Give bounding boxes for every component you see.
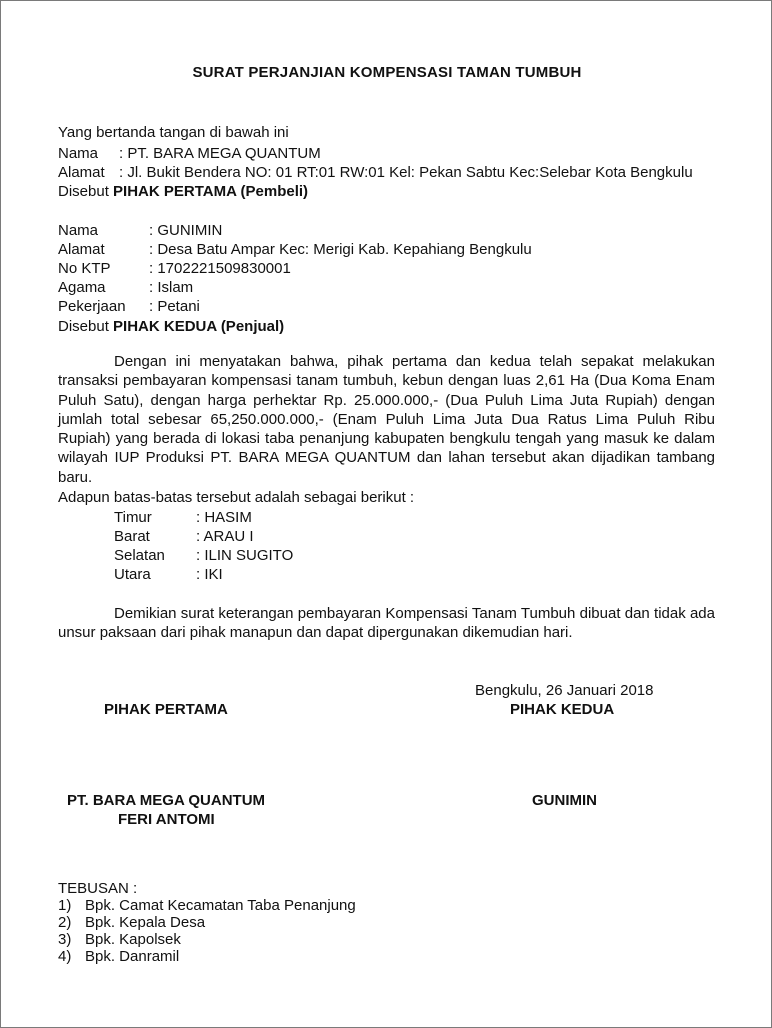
second-party-pekerjaan-label: Pekerjaan [58, 298, 126, 315]
signature-second-person: GUNIMIN [532, 792, 597, 809]
boundary-barat-value: : ARAU I [196, 528, 254, 545]
place-date: Bengkulu, 26 Januari 2018 [475, 682, 654, 699]
first-party-alamat-value: : Jl. Bukit Bendera NO: 01 RT:01 RW:01 Kel: Pekan Sabtu Kec:Selebar Kota Bengkulu [119, 164, 693, 181]
second-party-designation [58, 317, 284, 336]
boundary-timur-value: : HASIM [196, 509, 252, 526]
tebusan-heading: TEBUSAN : [58, 880, 138, 897]
second-party-nama-label: Nama [58, 222, 99, 239]
second-party-agama-value: : Islam [149, 279, 194, 296]
first-party-nama-value: : PT. BARA MEGA QUANTUM [119, 145, 321, 162]
tebusan-item-text: Bpk. Kepala Desa [85, 914, 206, 931]
tebusan-item-number: 3) [58, 931, 72, 948]
second-party-role: PIHAK KEDUA (Penjual) [113, 318, 285, 335]
second-party-ktp-label: No KTP [58, 260, 111, 277]
signature-first-person: FERI ANTOMI [118, 811, 215, 828]
boundary-timur-label: Timur [114, 509, 152, 526]
boundary-barat-label: Barat [114, 528, 150, 545]
second-party-disebut: Disebut [58, 318, 109, 335]
first-party-disebut: Disebut [58, 183, 109, 200]
first-party-alamat-label: Alamat [58, 164, 105, 181]
signature-first-company: PT. BARA MEGA QUANTUM [67, 792, 266, 809]
first-party-designation [58, 182, 308, 201]
second-party-pekerjaan-value: : Petani [149, 298, 200, 315]
boundary-utara-label: Utara [114, 566, 151, 583]
tebusan-item-number: 1) [58, 897, 72, 914]
closing-paragraph: Demikian surat keterangan pembayaran Kompensasi Tanam Tumbuh dibuat dan tidak ada unsur paksaan dari pihak manapun dan dapat dipergunakan dikemudian hari. [58, 605, 715, 642]
intro-text: Yang bertanda tangan di bawah ini [58, 124, 289, 141]
first-party-role: PIHAK PERTAMA (Pembeli) [113, 183, 309, 200]
second-party-alamat-value: : Desa Batu Ampar Kec: Merigi Kab. Kepahiang Bengkulu [149, 241, 532, 258]
boundary-utara-value: : IKI [196, 566, 223, 583]
boundaries-intro: Adapun batas-batas tersebut adalah sebagai berikut : [58, 489, 415, 506]
signature-heading-second-party: PIHAK KEDUA [510, 701, 615, 718]
second-party-agama-label: Agama [58, 279, 106, 296]
tebusan-item-text: Bpk. Danramil [85, 948, 180, 965]
first-party-nama-label: Nama [58, 145, 99, 162]
second-party-alamat-label: Alamat [58, 241, 105, 258]
signature-heading-first-party: PIHAK PERTAMA [104, 701, 228, 718]
boundary-selatan-label: Selatan [114, 547, 165, 564]
tebusan-item-number: 2) [58, 914, 72, 931]
document-title: SURAT PERJANJIAN KOMPENSASI TAMAN TUMBUH [192, 64, 582, 81]
second-party-ktp-value: : 1702221509830001 [149, 260, 291, 277]
second-party-nama-value: : GUNIMIN [149, 222, 223, 239]
tebusan-item-text: Bpk. Kapolsek [85, 931, 181, 948]
tebusan-item-number: 4) [58, 948, 72, 965]
agreement-paragraph: Dengan ini menyatakan bahwa, pihak pertama dan kedua telah sepakat melakukan transaksi pembayaran kompensasi tanam tumbuh, kebun dengan luas 2,61 Ha (Dua Koma Enam Puluh Satu), dengan harga perhektar Rp. 25.000.000,- (Dua Puluh Lima Juta Rupiah) dengan jumlah total sebesar 65,250.000.000,- (Enam Puluh Lima Juta Dua Ratus Lima Puluh Ribu Rupiah) yang berada di lokasi taba penanjung kabupaten bengkulu tengah yang masuk ke dalam wilayah IUP Produksi PT. BARA MEGA QUANTUM dan lahan tersebut akan dijadikan tambang baru. [58, 353, 715, 486]
tebusan-item-text: Bpk. Camat Kecamatan Taba Penanjung [85, 897, 356, 914]
boundary-selatan-value: : ILIN SUGITO [196, 547, 294, 564]
